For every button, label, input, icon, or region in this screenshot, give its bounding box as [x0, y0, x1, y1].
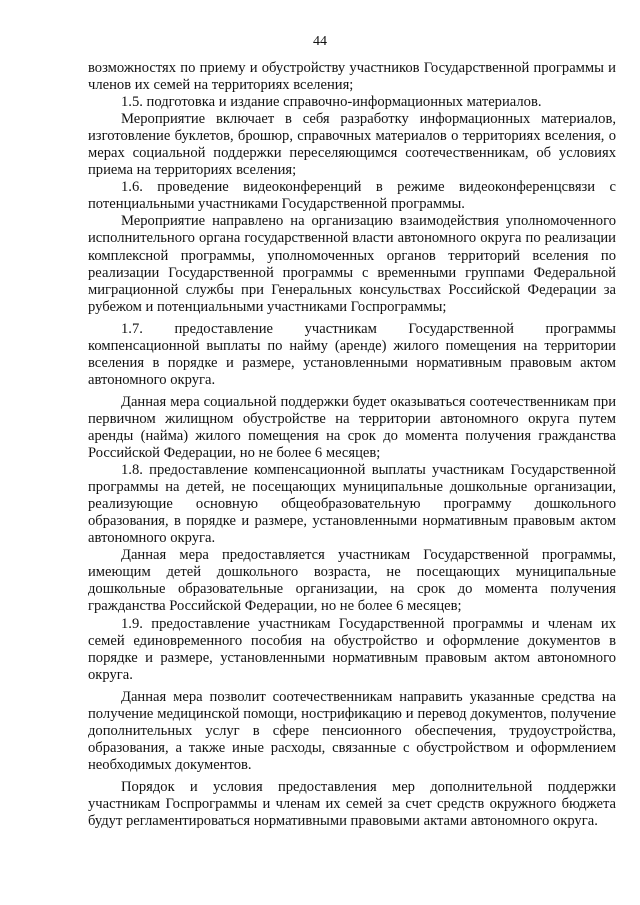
paragraph-item-1-8: 1.8. предоставление компенсационной выплаты участникам Государственной программы на детей, не посещающих муниципальные дошкольные организации, реализующие основную общеобразовательную программу дошкольного образования, в порядке и размере, установленными нормативным правовым актом автономного округа. — [88, 462, 616, 547]
paragraph-item-1-6: 1.6. проведение видеоконференций в режиме видеоконференцсвязи с потенциальными участниками Государственной программы. — [88, 179, 616, 213]
paragraph-item-1-8-description: Данная мера предоставляется участникам Государственной программы, имеющим детей дошкольного возраста, не посещающих муниципальные дошкольные образовательные организации, на срок до момента получения гражданства Российской Федерации, но не более 6 месяцев; — [88, 547, 616, 615]
paragraph-item-1-9-description: Данная мера позволит соотечественникам направить указанные средства на получение медицинской помощи, нострификацию и перевод документов, получение дополнительных услуг в сфере пенсионного обеспечения, трудоустройства, образования, а также иные расходы, связанные с обустройством и оформлением необходимых документов. — [88, 688, 616, 773]
page-number: 44 — [313, 34, 327, 49]
paragraph-item-1-6-description: Мероприятие направлено на организацию взаимодействия уполномоченного исполнительного органа государственной власти автономного округа по реализации комплексной программы, уполномоченных органов территорий вселения по реализации Государственной программы с временными группами Федеральной миграционной службы при Генеральных консульствах Российской Федерации за рубежом и потенциальными участниками Госпрограммы; — [88, 213, 616, 315]
paragraph-continuation: возможностях по приему и обустройству участников Государственной программы и членов их семей на территориях вселения; — [88, 60, 616, 94]
paragraph-item-1-5: 1.5. подготовка и издание справочно-информационных материалов. — [121, 94, 542, 111]
paragraph-item-1-9: 1.9. предоставление участникам Государственной программы и членам их семей единовременного пособия на обустройство и оформление документов в порядке и размере, установленными нормативным правовым актом автономного округа. — [88, 615, 616, 683]
paragraph-closing: Порядок и условия предоставления мер дополнительной поддержки участникам Госпрограммы и членам их семей за счет средств окружного бюджета будут регламентироваться нормативными правовыми актами автономного округа. — [88, 778, 616, 830]
paragraph-item-1-7: 1.7. предоставление участникам Государственной программы компенсационной выплаты по найму (аренде) жилого помещения на территории вселения в порядке и размере, установленными нормативным правовым актом автономного округа. — [88, 320, 616, 388]
paragraph-item-1-5-description: Мероприятие включает в себя разработку информационных материалов, изготовление буклетов, брошюр, справочных материалов о территориях вселения, о мерах социальной поддержки переселяющимся соотечественникам, об условиях приема на территориях вселения; — [88, 111, 616, 179]
paragraph-item-1-7-description: Данная мера социальной поддержки будет оказываться соотечественникам при первичном жилищном обустройстве на территории автономного округа путем аренды (найма) жилого помещения на срок до момента получения гражданства Российской Федерации, но не более 6 месяцев; — [88, 393, 616, 462]
document-body — [88, 60, 616, 830]
